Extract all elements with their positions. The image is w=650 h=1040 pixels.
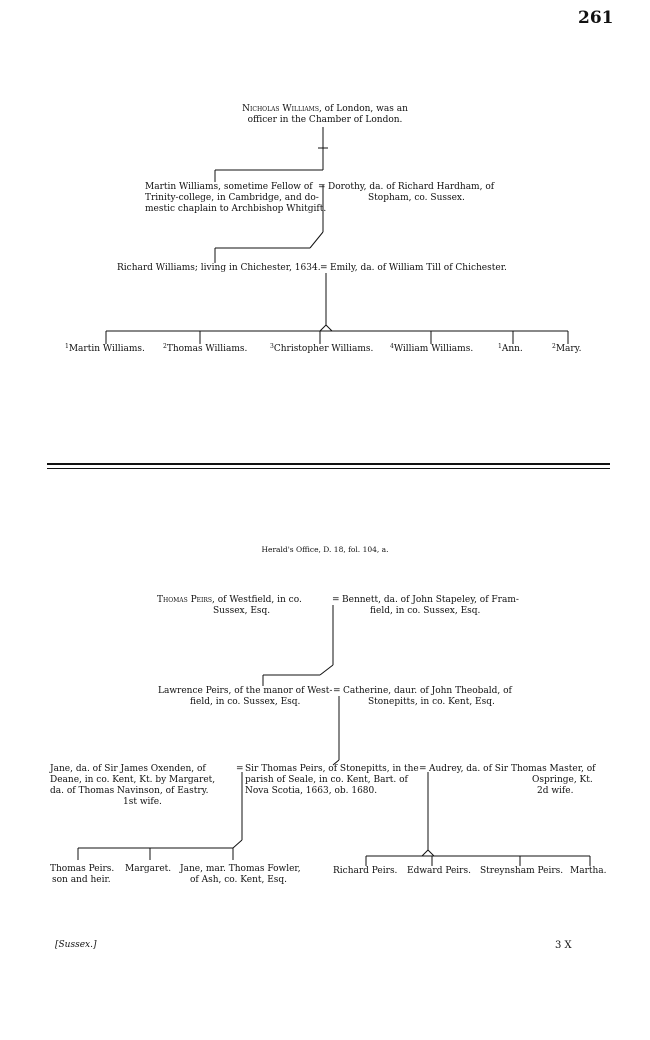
b-child-first-1-line-2: son and heir.	[52, 875, 111, 885]
marriage-sign: =	[320, 263, 328, 273]
child-2: $^2$Thomas Williams.	[163, 343, 248, 354]
marriage-sign: =	[236, 764, 244, 774]
gen2-wife-line-1: Dorothy, da. of Richard Hardham, of	[328, 182, 495, 192]
child-6: $^2$Mary.	[552, 343, 582, 354]
marriage-sign: =	[333, 686, 341, 696]
child-5: $^1$Ann.	[498, 343, 523, 354]
b-gen3-wife2-line-3: 2d wife.	[537, 786, 574, 796]
b-root-wife-line-1: Bennett, da. of John Stapeley, of Fram-	[342, 595, 519, 605]
gen2-husband-line-2: Trinity-college, in Cambridge, and do-	[145, 193, 319, 203]
b-gen3-husband-line-3: Nova Scotia, 1663, ob. 1680.	[245, 786, 378, 796]
b-gen3-wife2-line-1: Audrey, da. of Sir Thomas Master, of	[429, 764, 596, 774]
marriage-sign: =	[332, 595, 340, 605]
b-gen3-wife1-line-2: Deane, in co. Kent, Kt. by Margaret,	[50, 775, 216, 785]
b-child-first-1-line-1: Thomas Peirs.	[50, 864, 115, 874]
b-gen3-husband-line-1: Sir Thomas Peirs, of Stonepitts, in the	[245, 764, 419, 774]
b-gen2-wife-line-2: Stonepitts, in co. Kent, Esq.	[368, 697, 495, 707]
b-root-husband-line-2: Sussex, Esq.	[213, 606, 271, 616]
root-person-line-1	[0, 104, 650, 115]
child-1: $^1$Martin Williams.	[65, 343, 145, 354]
b-gen3-wife1-line-3: da. of Thomas Navinson, of Eastry.	[50, 786, 209, 796]
b-gen3-wife1-line-4: 1st wife.	[123, 797, 162, 807]
b-child-second-1: Richard Peirs.	[333, 866, 398, 876]
source-reference: Herald's Office, D. 18, fol. 104, a.	[261, 545, 389, 554]
b-child-first-2: Margaret.	[125, 864, 172, 874]
page-number: 261	[578, 8, 614, 28]
section-divider	[47, 468, 610, 469]
b-root-husband-line-1: Thomas Peirs, of Westfield, in co.	[157, 595, 302, 605]
gen2-wife-line-2: Stopham, co. Sussex.	[368, 193, 465, 203]
b-child-first-3-line-1: Jane, mar. Thomas Fowler,	[180, 864, 301, 874]
gen3-husband: Richard Williams; living in Chichester, 1634.	[117, 263, 321, 273]
root-person-desc: , of London, was an	[318, 104, 408, 114]
b-child-first-3-line-2: of Ash, co. Kent, Esq.	[190, 875, 288, 885]
marriage-sign: =	[419, 764, 427, 774]
gen3-wife: Emily, da. of William Till of Chichester.	[330, 263, 507, 273]
root-person-name: Nicholas Williams	[242, 104, 319, 114]
b-gen2-wife-line-1: Catherine, daur. of John Theobald, of	[343, 686, 512, 696]
b-root-wife-line-2: field, in co. Sussex, Esq.	[370, 606, 481, 616]
child-4: $^4$William Williams.	[390, 343, 474, 354]
b-child-second-2: Edward Peirs.	[407, 866, 471, 876]
signature-mark: 3 X	[555, 940, 572, 951]
marriage-sign: =	[318, 182, 326, 192]
b-gen2-husband-line-1: Lawrence Peirs, of the manor of West-	[158, 686, 333, 696]
b-gen3-wife1-line-1: Jane, da. of Sir James Oxenden, of	[50, 764, 206, 774]
b-child-second-3: Streynsham Peirs.	[480, 866, 564, 876]
b-child-second-4: Martha.	[570, 866, 607, 876]
root-person-line-2: officer in the Chamber of London.	[247, 115, 403, 125]
b-gen3-husband-line-2: parish of Seale, in co. Kent, Bart. of	[245, 775, 408, 785]
gen2-husband-line-3: mestic chaplain to Archbishop Whitgift.	[145, 204, 327, 214]
gen2-husband-line-1: Martin Williams, sometime Fellow of	[145, 182, 313, 192]
section-divider	[47, 463, 610, 465]
b-gen2-husband-line-2: field, in co. Sussex, Esq.	[190, 697, 301, 707]
child-3: $^3$Christopher Williams.	[270, 343, 374, 354]
sheet-signature: [Sussex.]	[55, 940, 97, 950]
b-gen3-wife2-line-2: Ospringe, Kt.	[532, 775, 593, 785]
